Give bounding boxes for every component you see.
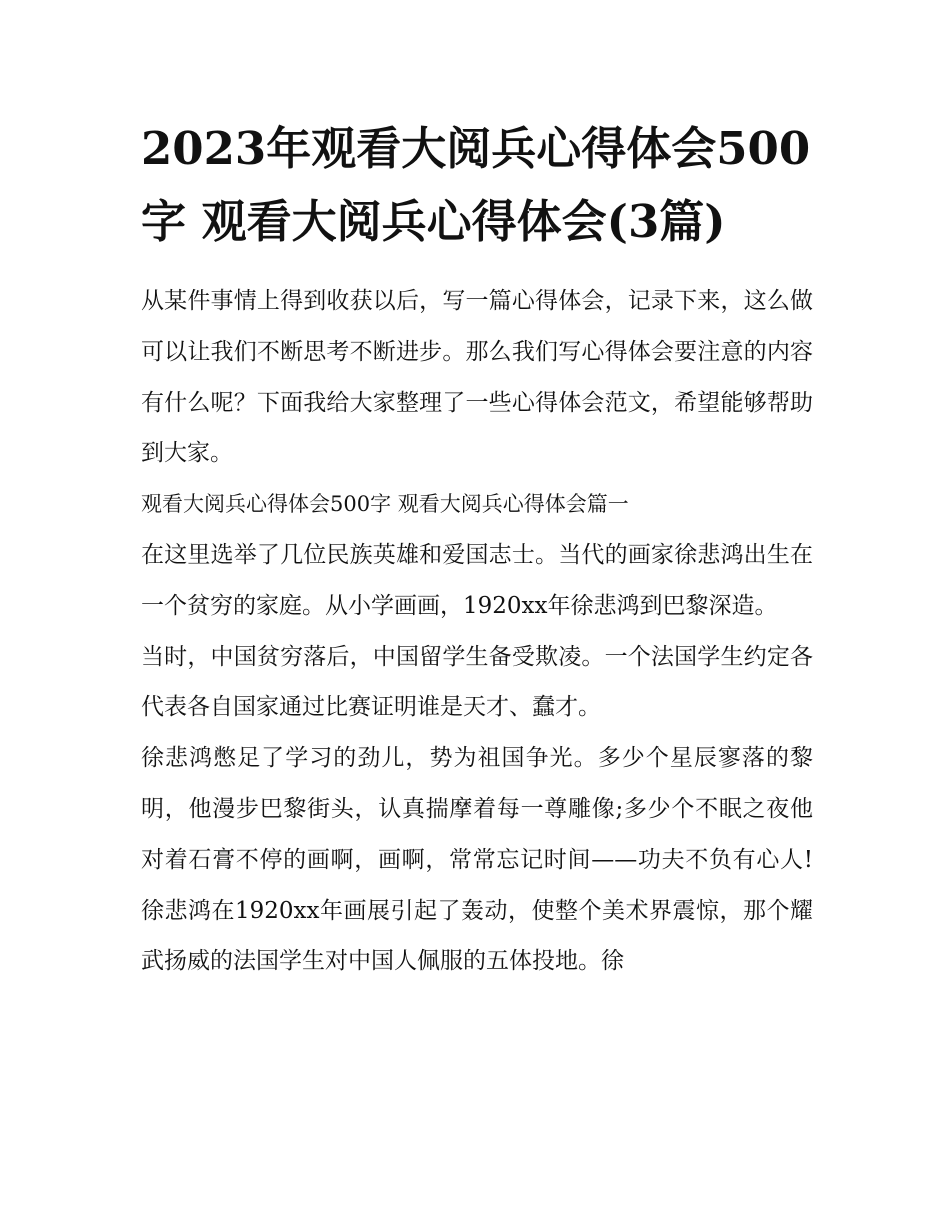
- body-paragraph: 当时，中国贫穷落后，中国留学生备受欺凌。一个法国学生约定各代表各自国家通过比赛证明谁是天才、蠢才。: [141, 643, 813, 721]
- document-page: [141, 112, 813, 987]
- document-title: 2023年观看大阅兵心得体会500字 观看大阅兵心得体会(3篇): [141, 122, 811, 248]
- body-paragraph: 徐悲鸿憋足了学习的劲儿，势为祖国争光。多少个星辰寥落的黎明，他漫步巴黎街头，认真揣摩着每一尊雕像;多少个不眠之夜他对着石膏不停的画啊，画啊，常常忘记时间——功夫不负有心人!徐悲鸿在1920xx年画展引起了轰动，使整个美术界震惊，那个耀武扬威的法国学生对中国人佩服的五体投地。徐: [141, 745, 813, 975]
- section-heading: 观看大阅兵心得体会500字 观看大阅兵心得体会篇一: [141, 492, 629, 517]
- intro-paragraph: 从某件事情上得到收获以后，写一篇心得体会，记录下来，这么做可以让我们不断思考不断进步。那么我们写心得体会要注意的内容有什么呢？下面我给大家整理了一些心得体会范文，希望能够帮助到大家。: [141, 288, 813, 467]
- body-paragraph: 在这里选举了几位民族英雄和爱国志士。当代的画家徐悲鸿出生在一个贫穷的家庭。从小学画画，1920xx年徐悲鸿到巴黎深造。: [141, 541, 813, 619]
- document-body: [141, 276, 813, 987]
